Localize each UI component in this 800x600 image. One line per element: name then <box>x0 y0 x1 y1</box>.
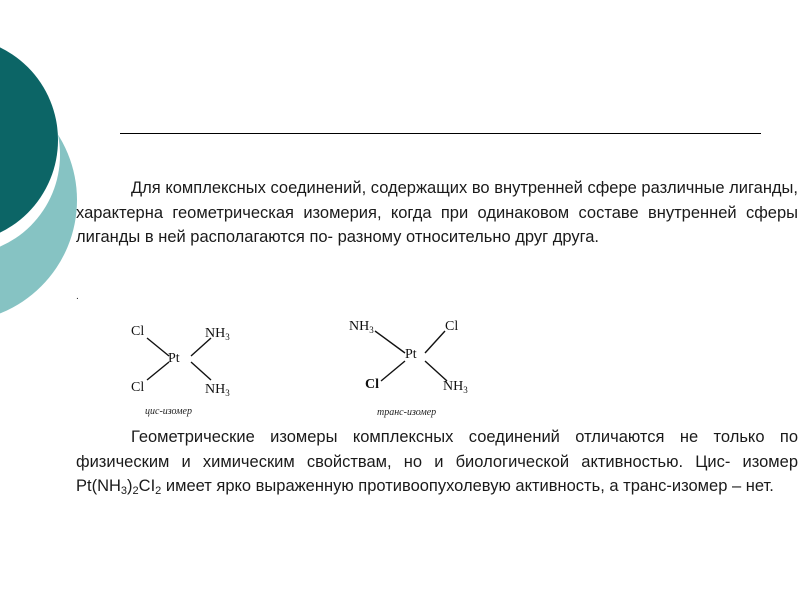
trans-caption: транс-изомер <box>377 407 437 418</box>
trans-top-right-ligand: Cl <box>445 319 459 334</box>
cis-bottom-left-ligand: Cl <box>131 380 145 395</box>
decorative-circles <box>0 0 130 330</box>
intro-text: Для комплексных соединений, содержащих во внутренней сфере различные лиганды, характерна геометрическая изомерия, когда при одинаковом составе внутренней сферы лиганды в ней располагаются по- разному относительно друг друга. <box>76 179 798 246</box>
title-divider <box>120 133 761 134</box>
cis-caption: цис-изомер <box>145 406 192 417</box>
trans-top-left-ligand: $NH_3$ <box>349 319 374 335</box>
bullet-marker: . <box>76 291 79 302</box>
trans-bottom-right-ligand: $NH_3$ <box>443 379 468 395</box>
conclusion-paragraph: Геометрические изомеры комплексных соединений отличаются не только по физическим и химическим свойствам, но и биологической активностью. Цис- изомер $Pt(NH_3)_2CI_2$ имеет ярко выраженную противоопухолевую активность, а транс-изомер – нет. <box>76 428 798 497</box>
cis-top-left-ligand: Cl <box>131 324 145 339</box>
cis-bonds <box>125 318 255 420</box>
conclusion-text-end: имеет ярко выраженную противоопухолевую активность, а транс-изомер – нет. <box>161 477 774 495</box>
trans-bottom-left-ligand: Cl <box>365 377 379 392</box>
cis-top-right-ligand: $NH_3$ <box>205 326 230 342</box>
conclusion-text-start: Геометрические изомеры комплексных соединений отличаются не только по физическим и химическим свойствам, но и биологической активностью. Цис- изомер Pt(NH <box>76 428 798 495</box>
cis-isomer-structure <box>125 318 255 420</box>
intro-paragraph <box>76 176 798 250</box>
trans-center-atom: Pt <box>405 347 417 362</box>
cis-bottom-right-ligand: $NH_3$ <box>205 382 230 398</box>
trans-isomer-structure <box>345 315 485 420</box>
cis-center-atom: Pt <box>168 351 180 366</box>
